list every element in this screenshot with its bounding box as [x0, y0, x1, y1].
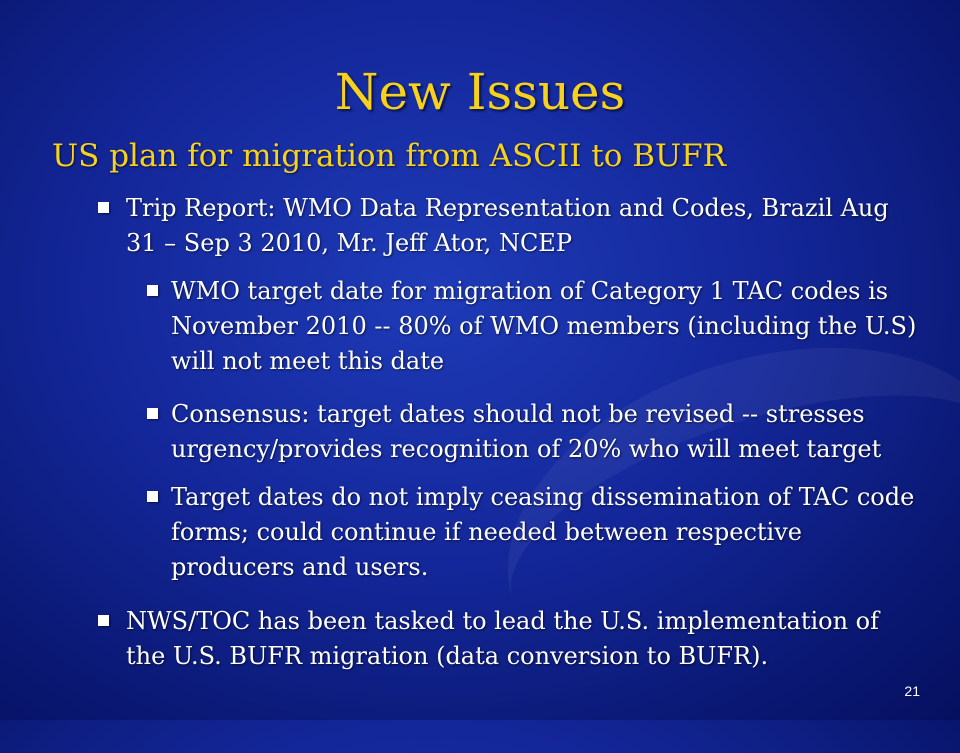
sub-bullet-item-target-dates [147, 480, 917, 585]
bullet-item-trip-report [98, 191, 908, 261]
square-bullet-icon [147, 408, 158, 419]
square-bullet-icon [98, 615, 109, 626]
bullet-text: WMO target date for migration of Category 1 TAC codes is November 2010 -- 80% of WMO members (including the U.S) will not meet this date [171, 277, 917, 375]
bullet-text: Consensus: target dates should not be revised -- stresses urgency/provides recognition of 20% who will meet target [171, 400, 882, 463]
sub-bullet-item-consensus [147, 397, 917, 467]
bullet-text: NWS/TOC has been tasked to lead the U.S. implementation of the U.S. BUFR migration (data conversion to BUFR). [126, 607, 880, 670]
sub-bullet-item-target-date [147, 274, 917, 379]
square-bullet-icon [98, 202, 109, 213]
slide-heading: US plan for migration from ASCII to BUFR [52, 138, 727, 174]
bullet-item-nws-toc [98, 604, 908, 674]
slide-title: New Issues [334, 63, 626, 121]
page-number: 21 [904, 683, 920, 699]
bullet-text: Trip Report: WMO Data Representation and Codes, Brazil Aug 31 – Sep 3 2010, Mr. Jeff Ator, NCEP [126, 194, 889, 257]
square-bullet-icon [147, 285, 158, 296]
square-bullet-icon [147, 491, 158, 502]
bullet-text: Target dates do not imply ceasing dissemination of TAC code forms; could continue if needed between respective producers and users. [171, 483, 915, 581]
